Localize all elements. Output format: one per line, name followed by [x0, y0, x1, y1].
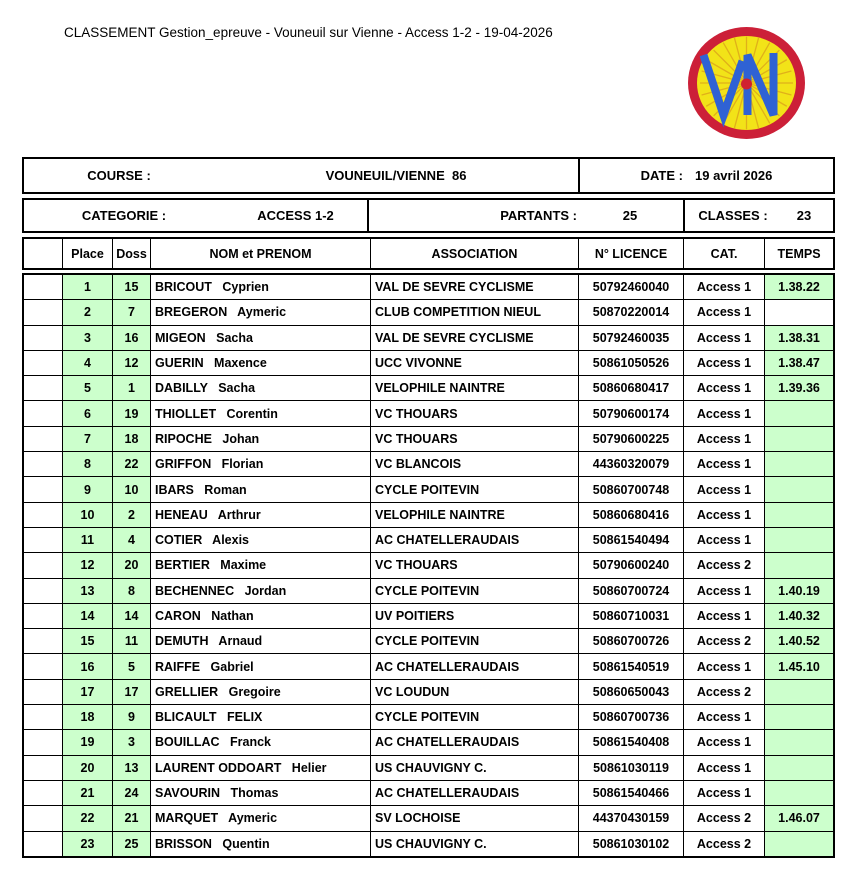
categorie-value: ACCESS 1-2 — [257, 208, 334, 223]
temps-cell — [764, 756, 833, 780]
partants-label: PARTANTS : — [500, 208, 577, 223]
row-margin-cell — [24, 629, 62, 653]
nom-prenom-cell: SAVOURIN Thomas — [150, 781, 370, 805]
row-margin-cell — [24, 832, 62, 856]
temps-cell: 1.45.10 — [764, 654, 833, 678]
table-row — [24, 503, 833, 528]
cat-cell: Access 1 — [683, 705, 764, 729]
nom-prenom-cell: IBARS Roman — [150, 477, 370, 501]
row-margin-cell — [24, 376, 62, 400]
cat-cell: Access 1 — [683, 654, 764, 678]
row-margin-cell — [24, 351, 62, 375]
header-association: ASSOCIATION — [370, 239, 578, 268]
cat-cell: Access 1 — [683, 756, 764, 780]
temps-cell — [764, 730, 833, 754]
row-margin-cell — [24, 579, 62, 603]
classes-cell — [683, 200, 833, 231]
table-row — [24, 326, 833, 351]
place-cell: 7 — [62, 427, 112, 451]
place-cell: 14 — [62, 604, 112, 628]
licence-cell: 50790600225 — [578, 427, 683, 451]
table-row — [24, 629, 833, 654]
partants-value: 25 — [622, 208, 638, 223]
nom-prenom-cell: GRELLIER Gregoire — [150, 680, 370, 704]
licence-cell: 50860700726 — [578, 629, 683, 653]
nom-prenom-cell: DABILLY Sacha — [150, 376, 370, 400]
cat-cell: Access 2 — [683, 553, 764, 577]
row-margin-cell — [24, 781, 62, 805]
doss-cell: 10 — [112, 477, 150, 501]
licence-cell: 50861540466 — [578, 781, 683, 805]
table-row — [24, 579, 833, 604]
cat-cell: Access 1 — [683, 528, 764, 552]
licence-cell: 50790600240 — [578, 553, 683, 577]
association-cell: VC THOUARS — [370, 553, 578, 577]
licence-cell: 50860650043 — [578, 680, 683, 704]
table-row — [24, 300, 833, 325]
licence-cell: 50860700724 — [578, 579, 683, 603]
place-cell: 15 — [62, 629, 112, 653]
row-margin-cell — [24, 553, 62, 577]
course-cell — [24, 159, 578, 192]
licence-cell: 50861540494 — [578, 528, 683, 552]
cat-cell: Access 1 — [683, 326, 764, 350]
place-cell: 19 — [62, 730, 112, 754]
row-margin-cell — [24, 427, 62, 451]
doss-cell: 18 — [112, 427, 150, 451]
table-row — [24, 705, 833, 730]
association-cell: AC CHATELLERAUDAIS — [370, 730, 578, 754]
row-margin-cell — [24, 452, 62, 476]
nom-prenom-cell: BOUILLAC Franck — [150, 730, 370, 754]
date-cell — [578, 159, 833, 192]
association-cell: UV POITIERS — [370, 604, 578, 628]
row-margin-cell — [24, 477, 62, 501]
doss-cell: 13 — [112, 756, 150, 780]
place-cell: 3 — [62, 326, 112, 350]
header-nom-prenom: NOM et PRENOM — [150, 239, 370, 268]
association-cell: CYCLE POITEVIN — [370, 629, 578, 653]
partants-cell — [367, 200, 683, 231]
place-cell: 6 — [62, 401, 112, 425]
row-margin-cell — [24, 401, 62, 425]
licence-cell: 50861030102 — [578, 832, 683, 856]
row-margin-cell — [24, 705, 62, 729]
cat-cell: Access 2 — [683, 629, 764, 653]
licence-cell: 50860700748 — [578, 477, 683, 501]
date-value: 19 avril 2026 — [695, 168, 773, 183]
doss-cell: 11 — [112, 629, 150, 653]
table-row — [24, 730, 833, 755]
cat-cell: Access 2 — [683, 832, 764, 856]
place-cell: 18 — [62, 705, 112, 729]
licence-cell: 50870220014 — [578, 300, 683, 324]
temps-cell — [764, 781, 833, 805]
temps-cell: 1.40.52 — [764, 629, 833, 653]
table-row — [24, 427, 833, 452]
temps-cell — [764, 427, 833, 451]
nom-prenom-cell: GUERIN Maxence — [150, 351, 370, 375]
row-margin-cell — [24, 730, 62, 754]
doss-cell: 16 — [112, 326, 150, 350]
nom-prenom-cell: MARQUET Aymeric — [150, 806, 370, 830]
row-margin-cell — [24, 326, 62, 350]
table-row — [24, 401, 833, 426]
cat-cell: Access 1 — [683, 376, 764, 400]
place-cell: 13 — [62, 579, 112, 603]
wheel-logo-icon — [687, 26, 806, 140]
row-margin-cell — [24, 604, 62, 628]
temps-cell — [764, 401, 833, 425]
doss-cell: 19 — [112, 401, 150, 425]
cat-cell: Access 2 — [683, 680, 764, 704]
association-cell: AC CHATELLERAUDAIS — [370, 528, 578, 552]
doss-cell: 12 — [112, 351, 150, 375]
doss-cell: 1 — [112, 376, 150, 400]
header-cat: CAT. — [683, 239, 764, 268]
row-margin-cell — [24, 503, 62, 527]
cat-cell: Access 2 — [683, 806, 764, 830]
licence-cell: 50792460035 — [578, 326, 683, 350]
cat-cell: Access 1 — [683, 427, 764, 451]
association-cell: CLUB COMPETITION NIEUL — [370, 300, 578, 324]
column-header-row — [22, 237, 835, 270]
doss-cell: 4 — [112, 528, 150, 552]
course-header-band — [22, 157, 835, 194]
doss-cell: 8 — [112, 579, 150, 603]
association-cell: US CHAUVIGNY C. — [370, 756, 578, 780]
nom-prenom-cell: LAURENT ODDOART Helier — [150, 756, 370, 780]
nom-prenom-cell: BRISSON Quentin — [150, 832, 370, 856]
category-header-band — [22, 198, 835, 233]
header-temps: TEMPS — [764, 239, 833, 268]
licence-cell: 50861540408 — [578, 730, 683, 754]
table-row — [24, 832, 833, 856]
association-cell: VC LOUDUN — [370, 680, 578, 704]
header-place: Place — [62, 239, 112, 268]
temps-cell: 1.38.31 — [764, 326, 833, 350]
table-row — [24, 477, 833, 502]
row-margin-cell — [24, 654, 62, 678]
place-cell: 8 — [62, 452, 112, 476]
nom-prenom-cell: BREGERON Aymeric — [150, 300, 370, 324]
place-cell: 21 — [62, 781, 112, 805]
doss-cell: 14 — [112, 604, 150, 628]
association-cell: VELOPHILE NAINTRE — [370, 503, 578, 527]
temps-cell: 1.40.19 — [764, 579, 833, 603]
row-margin-cell — [24, 680, 62, 704]
temps-cell — [764, 680, 833, 704]
place-cell: 9 — [62, 477, 112, 501]
nom-prenom-cell: COTIER Alexis — [150, 528, 370, 552]
cat-cell: Access 1 — [683, 781, 764, 805]
cat-cell: Access 1 — [683, 300, 764, 324]
licence-cell: 50790600174 — [578, 401, 683, 425]
row-margin-cell — [24, 528, 62, 552]
table-row — [24, 528, 833, 553]
association-cell: CYCLE POITEVIN — [370, 705, 578, 729]
header-blank — [24, 239, 62, 268]
row-margin-cell — [24, 806, 62, 830]
association-cell: AC CHATELLERAUDAIS — [370, 781, 578, 805]
doss-cell: 2 — [112, 503, 150, 527]
temps-cell — [764, 832, 833, 856]
categorie-cell — [24, 200, 367, 231]
doss-cell: 25 — [112, 832, 150, 856]
temps-cell: 1.39.36 — [764, 376, 833, 400]
association-cell: VC THOUARS — [370, 427, 578, 451]
course-value: VOUNEUIL/VIENNE 86 — [325, 168, 467, 183]
temps-cell — [764, 477, 833, 501]
table-row — [24, 756, 833, 781]
table-row — [24, 553, 833, 578]
association-cell: AC CHATELLERAUDAIS — [370, 654, 578, 678]
cat-cell: Access 1 — [683, 477, 764, 501]
place-cell: 17 — [62, 680, 112, 704]
nom-prenom-cell: MIGEON Sacha — [150, 326, 370, 350]
cat-cell: Access 1 — [683, 351, 764, 375]
association-cell: UCC VIVONNE — [370, 351, 578, 375]
temps-cell — [764, 300, 833, 324]
nom-prenom-cell: THIOLLET Corentin — [150, 401, 370, 425]
date-label: DATE : — [640, 168, 683, 183]
row-margin-cell — [24, 756, 62, 780]
table-row — [24, 654, 833, 679]
doss-cell: 9 — [112, 705, 150, 729]
header-doss: Doss — [112, 239, 150, 268]
place-cell: 11 — [62, 528, 112, 552]
club-wheel-logo — [687, 26, 806, 140]
cat-cell: Access 1 — [683, 730, 764, 754]
temps-cell — [764, 553, 833, 577]
table-row — [24, 604, 833, 629]
doss-cell: 17 — [112, 680, 150, 704]
nom-prenom-cell: RAIFFE Gabriel — [150, 654, 370, 678]
place-cell: 10 — [62, 503, 112, 527]
doss-cell: 3 — [112, 730, 150, 754]
classification-sheet — [22, 157, 835, 858]
cat-cell: Access 1 — [683, 503, 764, 527]
association-cell: VELOPHILE NAINTRE — [370, 376, 578, 400]
nom-prenom-cell: DEMUTH Arnaud — [150, 629, 370, 653]
header-licence: N° LICENCE — [578, 239, 683, 268]
place-cell: 20 — [62, 756, 112, 780]
licence-cell: 50860680417 — [578, 376, 683, 400]
nom-prenom-cell: BECHENNEC Jordan — [150, 579, 370, 603]
nom-prenom-cell: GRIFFON Florian — [150, 452, 370, 476]
table-row — [24, 781, 833, 806]
place-cell: 22 — [62, 806, 112, 830]
cat-cell: Access 1 — [683, 604, 764, 628]
temps-cell — [764, 503, 833, 527]
association-cell: CYCLE POITEVIN — [370, 477, 578, 501]
place-cell: 5 — [62, 376, 112, 400]
temps-cell: 1.38.47 — [764, 351, 833, 375]
cat-cell: Access 1 — [683, 401, 764, 425]
association-cell: SV LOCHOISE — [370, 806, 578, 830]
row-margin-cell — [24, 275, 62, 299]
nom-prenom-cell: CARON Nathan — [150, 604, 370, 628]
association-cell: VAL DE SEVRE CYCLISME — [370, 275, 578, 299]
association-cell: CYCLE POITEVIN — [370, 579, 578, 603]
place-cell: 12 — [62, 553, 112, 577]
place-cell: 16 — [62, 654, 112, 678]
results-table — [22, 273, 835, 858]
temps-cell: 1.40.32 — [764, 604, 833, 628]
association-cell: US CHAUVIGNY C. — [370, 832, 578, 856]
temps-cell — [764, 528, 833, 552]
doss-cell: 22 — [112, 452, 150, 476]
licence-cell: 44360320079 — [578, 452, 683, 476]
licence-cell: 50861030119 — [578, 756, 683, 780]
licence-cell: 50861540519 — [578, 654, 683, 678]
table-row — [24, 680, 833, 705]
temps-cell — [764, 705, 833, 729]
licence-cell: 50860700736 — [578, 705, 683, 729]
nom-prenom-cell: BRICOUT Cyprien — [150, 275, 370, 299]
licence-cell: 50861050526 — [578, 351, 683, 375]
table-row — [24, 275, 833, 300]
temps-cell — [764, 452, 833, 476]
nom-prenom-cell: HENEAU Arthrur — [150, 503, 370, 527]
licence-cell: 44370430159 — [578, 806, 683, 830]
classes-value: 23 — [796, 208, 812, 223]
course-label: COURSE : — [87, 168, 151, 183]
table-row — [24, 351, 833, 376]
licence-cell: 50860710031 — [578, 604, 683, 628]
table-row — [24, 452, 833, 477]
doss-cell: 15 — [112, 275, 150, 299]
place-cell: 4 — [62, 351, 112, 375]
cat-cell: Access 1 — [683, 275, 764, 299]
doss-cell: 24 — [112, 781, 150, 805]
categorie-label: CATEGORIE : — [81, 208, 167, 223]
classes-label: CLASSES : — [698, 208, 768, 223]
licence-cell: 50860680416 — [578, 503, 683, 527]
nom-prenom-cell: BERTIER Maxime — [150, 553, 370, 577]
table-row — [24, 376, 833, 401]
nom-prenom-cell: BLICAULT FELIX — [150, 705, 370, 729]
doss-cell: 5 — [112, 654, 150, 678]
cat-cell: Access 1 — [683, 452, 764, 476]
association-cell: VC BLANCOIS — [370, 452, 578, 476]
nom-prenom-cell: RIPOCHE Johan — [150, 427, 370, 451]
cat-cell: Access 1 — [683, 579, 764, 603]
doss-cell: 21 — [112, 806, 150, 830]
table-row — [24, 806, 833, 831]
licence-cell: 50792460040 — [578, 275, 683, 299]
temps-cell: 1.38.22 — [764, 275, 833, 299]
place-cell: 1 — [62, 275, 112, 299]
association-cell: VAL DE SEVRE CYCLISME — [370, 326, 578, 350]
row-margin-cell — [24, 300, 62, 324]
place-cell: 23 — [62, 832, 112, 856]
association-cell: VC THOUARS — [370, 401, 578, 425]
doss-cell: 7 — [112, 300, 150, 324]
place-cell: 2 — [62, 300, 112, 324]
doss-cell: 20 — [112, 553, 150, 577]
page-title: CLASSEMENT Gestion_epreuve - Vouneuil sur Vienne - Access 1-2 - 19-04-2026 — [64, 25, 553, 40]
temps-cell: 1.46.07 — [764, 806, 833, 830]
